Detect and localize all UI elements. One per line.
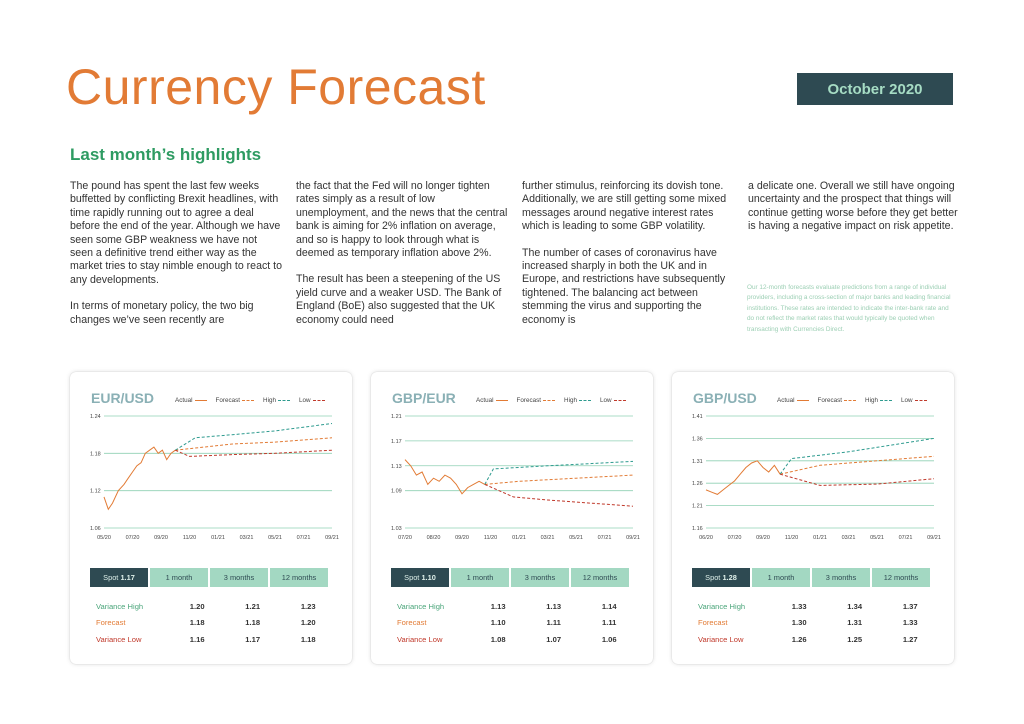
- currency-pair-title: GBP/EUR: [392, 390, 456, 406]
- paragraph: the fact that the Fed will no longer tighten rates simply as a result of low unemployment, and the news that the central bank is aiming for 2% inflation on average, and so is happy to look through what is deemed as temporary inflation above 2%.: [296, 180, 508, 260]
- y-tick-label: 1.12: [90, 488, 101, 495]
- page-title: Currency Forecast: [66, 59, 486, 115]
- table-cell: 1.23: [300, 601, 316, 611]
- legend-swatch: [844, 400, 856, 401]
- legend-swatch: [242, 400, 254, 401]
- row-label: Variance High: [397, 601, 445, 611]
- row-label: Forecast: [698, 618, 728, 628]
- row-label: Forecast: [96, 618, 126, 628]
- tab-1-month: 1 month: [150, 568, 208, 587]
- y-tick-label: 1.03: [391, 526, 402, 532]
- table-cell: 1.11: [546, 618, 561, 628]
- x-tick-label: 07/20: [125, 535, 140, 541]
- row-label: Variance High: [698, 601, 746, 611]
- table-row: [96, 631, 336, 648]
- row-label: Variance Low: [698, 634, 744, 644]
- paragraph: The result has been a steepening of the US yield curve and a weaker USD. The Bank of England (BoE) also suggested that the UK economy could need: [296, 273, 502, 326]
- section-heading: Last month’s highlights: [70, 145, 262, 164]
- y-tick-label: 1.24: [90, 414, 101, 420]
- legend-swatch: [915, 400, 927, 401]
- tab-3-months: 3 months: [210, 568, 268, 587]
- table-row: [96, 598, 336, 615]
- text-column-3: [522, 180, 734, 340]
- x-tick-label: 05/21: [569, 535, 583, 541]
- x-tick-label: 09/21: [927, 535, 941, 541]
- table-row: [698, 631, 938, 648]
- row-label: Forecast: [397, 618, 427, 628]
- table-cell: 1.33: [791, 601, 807, 611]
- y-tick-label: 1.06: [90, 526, 101, 532]
- table-cell: 1.13: [490, 601, 506, 611]
- forecast-card: [672, 372, 954, 664]
- table-cell: 1.25: [847, 634, 863, 644]
- paragraph: The number of cases of coronavirus have increased sharply in both the UK and in Europe, and restrictions have subsequently tightened. The balancing act between stemming the virus and supporting the economy is: [522, 246, 726, 326]
- legend-swatch: [313, 400, 325, 401]
- table-cell: 1.06: [601, 634, 617, 644]
- table-cell: 1.31: [847, 618, 863, 628]
- series-actual-line: [706, 461, 780, 495]
- y-tick-label: 1.41: [692, 414, 703, 420]
- forecast-tabs: [391, 568, 629, 587]
- x-tick-label: 01/21: [813, 535, 827, 541]
- forecast-table: [698, 598, 938, 648]
- text-column-2: [296, 180, 508, 340]
- line-chart: [371, 402, 653, 552]
- series-forecast-line: [485, 475, 633, 484]
- spot-tab: [692, 568, 750, 587]
- text-column-1: [70, 180, 282, 340]
- legend-label: Forecast: [817, 397, 843, 404]
- series-forecast-line: [780, 456, 934, 474]
- legend-label: Low: [298, 397, 311, 404]
- table-cell: 1.07: [546, 634, 562, 644]
- tab-12-months: 12 months: [872, 568, 930, 587]
- y-tick-label: 1.21: [391, 414, 402, 420]
- table-cell: 1.18: [300, 634, 316, 644]
- spot-value: 1.17: [120, 573, 135, 582]
- paragraph: The pound has spent the last few weeks buffetted by conflicting Brexit headlines, with time rapidly running out to agree a deal before the end of the year. Although we have seen some GBP weakness we have not seen a definitive trend either way as the market tries to stay nimble enough to react to any developments.: [70, 180, 282, 286]
- y-tick-label: 1.36: [692, 436, 703, 443]
- currency-pair-title: EUR/USD: [91, 390, 155, 406]
- table-row: [397, 615, 637, 632]
- legend-label: High: [564, 397, 577, 404]
- table-cell: 1.08: [490, 634, 506, 644]
- legend-swatch: [278, 400, 290, 401]
- tab-1-month: 1 month: [752, 568, 810, 587]
- table-cell: 1.30: [791, 618, 807, 628]
- table-cell: 1.11: [602, 618, 617, 628]
- x-tick-label: 09/20: [154, 535, 168, 541]
- legend-label: Forecast: [516, 397, 542, 404]
- forecast-card: [70, 372, 352, 664]
- table-cell: 1.13: [546, 601, 562, 611]
- table-row: [397, 631, 637, 648]
- forecast-table: [397, 598, 637, 648]
- spot-value: 1.10: [421, 573, 436, 582]
- x-tick-label: 11/20: [182, 535, 197, 541]
- x-tick-label: 01/21: [512, 535, 526, 541]
- spot-tab: [90, 568, 148, 587]
- legend-swatch: [195, 400, 207, 401]
- spot-tab: [391, 568, 449, 587]
- series-high-line: [485, 461, 633, 484]
- legend-label: Actual: [476, 397, 494, 404]
- legend-label: Actual: [777, 397, 795, 404]
- text-column-4: [748, 180, 960, 247]
- series-actual-line: [405, 460, 485, 494]
- table-cell: 1.34: [847, 601, 863, 611]
- tab-12-months: 12 months: [571, 568, 629, 587]
- forecast-note: Our 12-month forecasts evaluate predictions from a range of individual providers, including a cross-section of major banks and leading financial institutions. These rates are intended to indicate the inter-bank rate and do not reflect the market rates that would typically be quoted when transacting with Currencies Direct.: [747, 284, 951, 333]
- y-tick-label: 1.21: [692, 503, 703, 510]
- x-tick-label: 05/21: [268, 535, 282, 541]
- table-row: [397, 598, 637, 615]
- x-tick-label: 11/20: [784, 535, 799, 541]
- table-cell: 1.18: [189, 618, 205, 628]
- x-tick-label: 06/20: [699, 535, 713, 541]
- x-tick-label: 07/20: [398, 535, 412, 541]
- y-tick-label: 1.13: [391, 463, 402, 470]
- legend-swatch: [614, 400, 626, 401]
- x-tick-label: 07/20: [727, 535, 742, 541]
- table-cell: 1.16: [189, 634, 205, 644]
- tab-3-months: 3 months: [511, 568, 569, 587]
- forecast-tabs: [692, 568, 930, 587]
- y-tick-label: 1.31: [692, 458, 703, 465]
- line-chart: [70, 402, 352, 552]
- y-tick-label: 1.09: [391, 488, 402, 495]
- tab-1-month: 1 month: [451, 568, 509, 587]
- table-row: [698, 615, 938, 632]
- series-actual-line: [104, 447, 175, 509]
- table-cell: 1.21: [245, 601, 261, 611]
- x-tick-label: 09/20: [455, 535, 469, 541]
- spot-value: 1.28: [722, 573, 737, 582]
- legend-label: High: [263, 397, 276, 404]
- x-tick-label: 09/21: [626, 535, 640, 541]
- x-tick-label: 03/21: [540, 535, 555, 541]
- x-tick-label: 08/20: [426, 535, 441, 541]
- y-tick-label: 1.17: [391, 438, 402, 445]
- tab-12-months: 12 months: [270, 568, 328, 587]
- tab-3-months: 3 months: [812, 568, 870, 587]
- legend-label: Forecast: [215, 397, 241, 404]
- y-tick-label: 1.16: [692, 526, 703, 532]
- legend-swatch: [797, 400, 809, 401]
- paragraph: In terms of monetary policy, the two big changes we’ve seen recently are: [70, 300, 254, 326]
- forecast-table: [96, 598, 336, 648]
- row-label: Variance Low: [397, 634, 443, 644]
- x-tick-label: 07/21: [898, 535, 913, 541]
- x-tick-label: 03/21: [239, 535, 254, 541]
- legend-label: Low: [900, 397, 913, 404]
- table-cell: 1.27: [902, 634, 918, 644]
- table-cell: 1.26: [791, 634, 807, 644]
- x-tick-label: 07/21: [296, 535, 311, 541]
- series-low-line: [780, 474, 934, 485]
- table-cell: 1.10: [490, 618, 506, 628]
- table-cell: 1.14: [601, 601, 617, 611]
- x-tick-label: 05/20: [97, 535, 111, 541]
- legend-swatch: [543, 400, 555, 401]
- x-tick-label: 03/21: [841, 535, 856, 541]
- table-cell: 1.37: [902, 601, 918, 611]
- spot-label: Spot: [705, 573, 721, 582]
- legend-swatch: [579, 400, 591, 401]
- forecast-tabs: [90, 568, 328, 587]
- paragraph: further stimulus, reinforcing its dovish tone. Additionally, we are still getting some mixed messages around negative interest rates which is leading to some GBP volatility.: [522, 180, 727, 233]
- x-tick-label: 09/21: [325, 535, 339, 541]
- series-high-line: [780, 438, 934, 474]
- legend-label: High: [865, 397, 878, 404]
- date-badge: October 2020: [797, 73, 953, 105]
- y-tick-label: 1.26: [692, 481, 703, 488]
- x-tick-label: 05/21: [870, 535, 884, 541]
- table-cell: 1.33: [902, 618, 918, 628]
- legend-label: Low: [599, 397, 612, 404]
- table-row: [698, 598, 938, 615]
- paragraph: a delicate one. Overall we still have ongoing uncertainty and the prospect that things will continue getting worse before they get better is having a negative impact on risk appetite.: [748, 180, 958, 233]
- series-low-line: [485, 484, 633, 506]
- y-tick-label: 1.18: [90, 451, 101, 458]
- x-tick-label: 11/20: [483, 535, 498, 541]
- table-cell: 1.17: [245, 634, 261, 644]
- x-tick-label: 09/20: [756, 535, 770, 541]
- table-cell: 1.20: [300, 618, 316, 628]
- legend-swatch: [496, 400, 508, 401]
- table-cell: 1.18: [245, 618, 261, 628]
- line-chart: [672, 402, 954, 552]
- spot-label: Spot: [404, 573, 420, 582]
- series-high-line: [175, 424, 332, 451]
- row-label: Variance High: [96, 601, 144, 611]
- forecast-card: [371, 372, 653, 664]
- table-row: [96, 615, 336, 632]
- spot-label: Spot: [103, 573, 119, 582]
- series-forecast-line: [175, 438, 332, 450]
- currency-pair-title: GBP/USD: [693, 390, 757, 406]
- table-cell: 1.20: [189, 601, 205, 611]
- legend-swatch: [880, 400, 892, 401]
- legend-label: Actual: [175, 397, 193, 404]
- x-tick-label: 01/21: [211, 535, 225, 541]
- x-tick-label: 07/21: [597, 535, 612, 541]
- row-label: Variance Low: [96, 634, 142, 644]
